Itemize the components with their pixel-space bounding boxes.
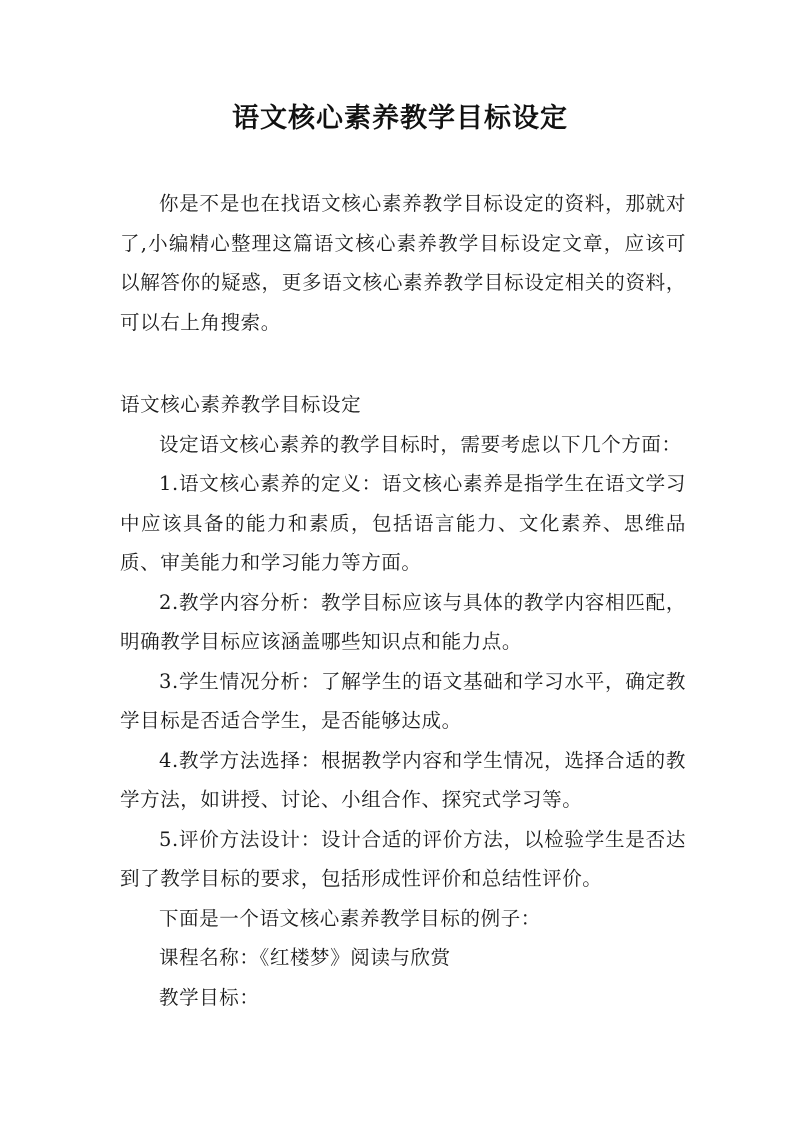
section-heading: 语文核心素养教学目标设定 [120,393,362,416]
document-title: 语文核心素养教学目标设定 [232,103,568,134]
paragraph-spacer [120,342,686,385]
document-body [120,184,686,1017]
intro-paragraph: 你是不是也在找语文核心素养教学目标设定的资料，那就对了,小编精心整理这篇语文核心素养教学目标设定文章，应该可以解答你的疑惑，更多语文核心素养教学目标设定相关的资料，可以右上角搜索。 [120,192,686,334]
body-paragraph: 课程名称：《红楼梦》阅读与欣赏 [159,946,451,969]
body-paragraph: 4.教学方法选择：根据教学内容和学生情况，选择合适的教学方法，如讲授、讨论、小组合作、探究式学习等。 [120,748,686,811]
body-paragraph: 5.评价方法设计：设计合适的评价方法，以检验学生是否达到了教学目标的要求，包括形成性评价和总结性评价。 [120,827,686,890]
body-paragraph: 2.教学内容分析：教学目标应该与具体的教学内容相匹配，明确教学目标应该涵盖哪些知识点和能力点。 [120,590,686,653]
body-paragraph: 1.语文核心素养的定义：语文核心素养是指学生在语文学习中应该具备的能力和素质，包括语言能力、文化素养、思维品质、审美能力和学习能力等方面。 [120,472,686,574]
body-paragraph: 下面是一个语文核心素养教学目标的例子： [159,906,541,930]
body-paragraph: 设定语文核心素养的教学目标时，需要考虑以下几个方面： [159,432,682,456]
body-paragraph: 3.学生情况分析：了解学生的语文基础和学习水平，确定教学目标是否适合学生，是否能够达成。 [120,669,686,732]
body-paragraph: 教学目标： [159,985,260,1009]
